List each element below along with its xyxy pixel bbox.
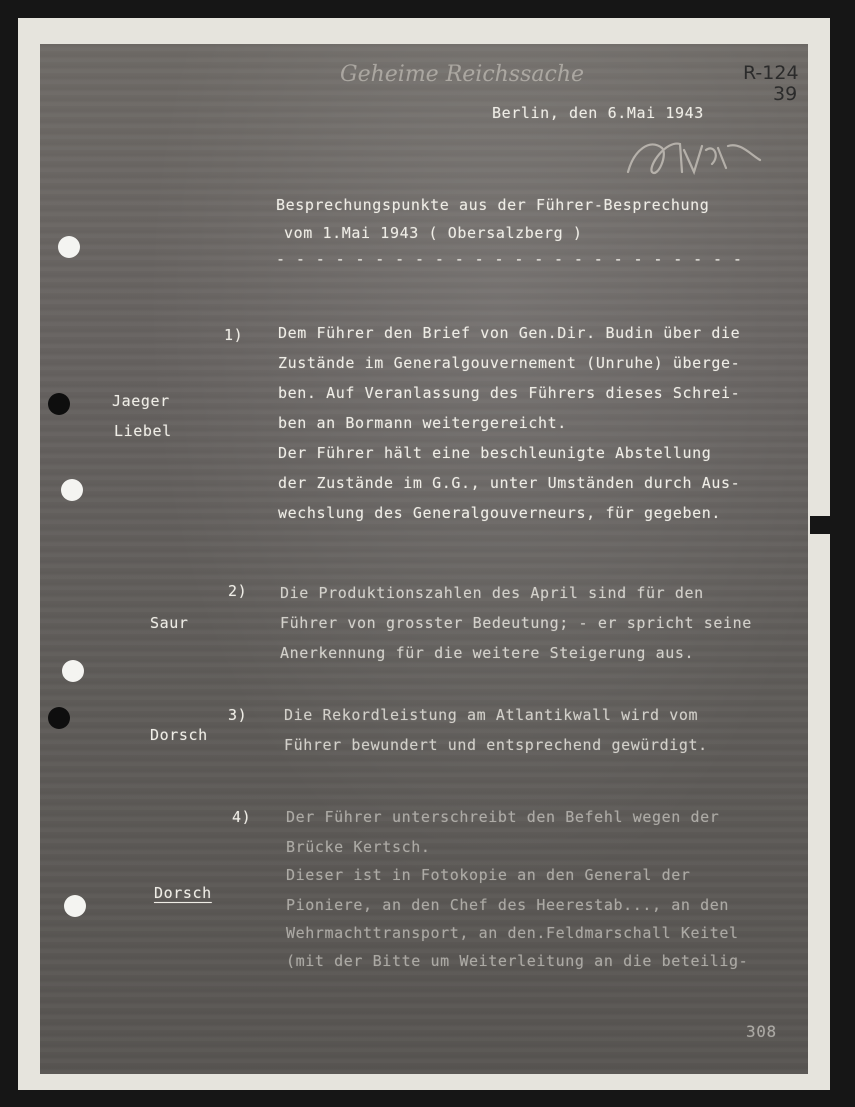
archive-reference: R-124 39 (743, 62, 799, 105)
responsible-name: Jaeger (112, 392, 170, 410)
item-text-line: Die Produktionszahlen des April sind für den (280, 584, 704, 602)
item-number: 3) (228, 706, 248, 724)
item-text-line: Führer von grosster Bedeutung; - er spricht seine (280, 614, 752, 632)
punch-hole (61, 479, 83, 501)
punch-hole (58, 236, 80, 258)
initials-scribble (622, 120, 772, 190)
item-text-line: der Zustände im G.G., unter Umständen durch Aus- (278, 474, 741, 492)
punch-hole (62, 660, 84, 682)
title-rule: - - - - - - - - - - - - - - - - - - - - - - - - (276, 250, 743, 268)
item-text-line: Pioniere, an den Chef des Heerestab..., an den (286, 896, 730, 914)
item-text-line: (mit der Bitte um Weiterleitung an die beteilig- (286, 952, 749, 970)
responsible-name: Dorsch (150, 726, 208, 744)
page-number: 308 (746, 1022, 777, 1041)
item-text-line: Führer bewundert und entsprechend gewürdigt. (284, 736, 708, 754)
paper-tear (810, 516, 850, 534)
pencil-annotation: Geheime Reichssache (340, 62, 585, 87)
document-title-line-1: Besprechungspunkte aus der Führer-Besprechung (276, 196, 710, 214)
item-text-line: Wehrmachttransport, an den.Feldmarschall Keitel (286, 924, 739, 942)
item-text-line: Der Führer unterschreibt den Befehl wegen der (286, 808, 720, 826)
item-text-line: wechslung des Generalgouverneurs, für gegeben. (278, 504, 722, 522)
responsible-name: Saur (150, 614, 189, 632)
item-number: 2) (228, 582, 248, 600)
document-title-line-2: vom 1.Mai 1943 ( Obersalzberg ) (284, 224, 583, 242)
place-date: Berlin, den 6.Mai 1943 (492, 104, 704, 122)
item-text-line: ben an Bormann weitergereicht. (278, 414, 567, 432)
document-photocopy (40, 44, 808, 1074)
item-text-line: Anerkennung für die weitere Steigerung aus. (280, 644, 695, 662)
item-text-line: Die Rekordleistung am Atlantikwall wird vom (284, 706, 699, 724)
punch-hole (48, 707, 70, 729)
item-text-line: Der Führer hält eine beschleunigte Abstellung (278, 444, 712, 462)
paper-sheet (18, 18, 830, 1090)
item-text-line: Brücke Kertsch. (286, 838, 431, 856)
item-number: 1) (224, 326, 244, 344)
responsible-name: Dorsch (154, 884, 212, 902)
responsible-name: Liebel (114, 422, 172, 440)
item-text-line: Zustände im Generalgouvernement (Unruhe) überge- (278, 354, 741, 372)
item-number: 4) (232, 808, 252, 826)
item-text-line: ben. Auf Veranlassung des Führers dieses Schrei- (278, 384, 741, 402)
item-text-line: Dieser ist in Fotokopie an den General der (286, 866, 691, 884)
item-text-line: Dem Führer den Brief von Gen.Dir. Budin über die (278, 324, 741, 342)
punch-hole (48, 393, 70, 415)
punch-hole (64, 895, 86, 917)
